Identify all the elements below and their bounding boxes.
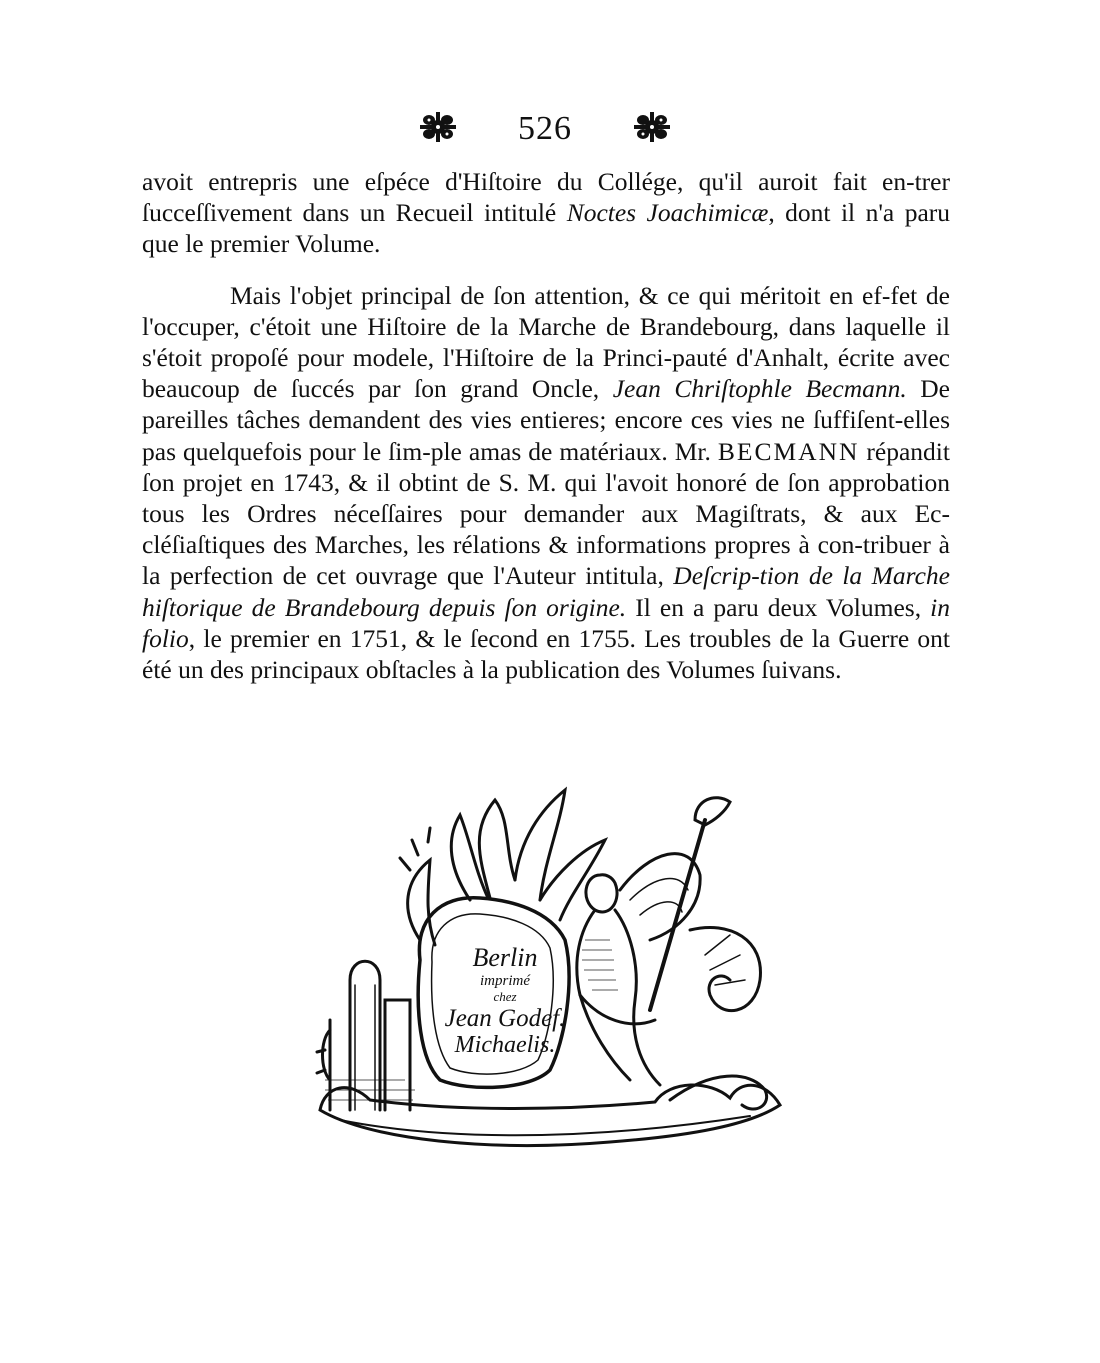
paragraph-2 [142, 280, 950, 686]
printer-vignette [310, 780, 790, 1180]
fleuron-icon [418, 110, 458, 149]
imprint-line: imprimé [480, 973, 530, 989]
p2-smallcaps-name: BECMANN [717, 436, 860, 466]
p2-italic-format: in folio [142, 592, 950, 653]
p2-text-4: Il en a paru deux Volumes, [626, 592, 931, 622]
paragraph-1 [142, 166, 950, 260]
p2-text-5: , le premier en 1751, & le ſecond en 1755. Les troubles de la Guerre ont été un des principaux obſtacles à la publication des Volumes ſuivans. [142, 623, 950, 685]
imprint-line: Michaelis. [454, 1032, 556, 1058]
fleuron-icon [632, 110, 672, 149]
imprint-line: Jean Godef. [444, 1005, 566, 1032]
body-text [142, 166, 950, 685]
p1-italic-title: Noctes Joachimicæ [566, 198, 769, 228]
p2-text-2: De pareilles tâches demandent des vies entieres; encore ces vies ne ſuffiſent-elles pas quelquefois pour le ſim-ple amas de matériaux. Mr. [142, 374, 951, 466]
p2-text-1: Mais l'objet principal de ſon attention, & ce qui méritoit en ef-fet de l'occuper, c'étoit une Hiſtoire de la Marche de Brandebourg, dans laquelle il s'étoit propoſé pour modele, l'Hiſtoire de la Princi-pauté d'Anhalt, écrite avec beaucoup de ſuccés par ſon grand Oncle, [142, 280, 950, 404]
page-number: 526 [518, 110, 572, 147]
p2-text-3: répandit ſon projet en 1743, & il obtint de S. M. qui l'avoit honoré de ſon approbation tous les Ordres néceſſaires pour demander aux Magiſtrats, & aux Ec-cléſiaſtiques des Marches, les rélations & informations propres à con-tribuer à la perfection de cet ouvrage que l'Auteur intitula, [142, 436, 950, 591]
page-header [0, 104, 1100, 156]
imprint-text [435, 945, 575, 1057]
imprint-line: chez [493, 989, 517, 1004]
p2-italic-title: Deſcrip-tion de la Marche hiſtorique de Brandebourg depuis ſon origine. [142, 561, 950, 622]
imprint-line: Berlin [472, 943, 538, 972]
p1-text-2: , dont il n'a paru que le premier Volume. [142, 198, 950, 259]
p2-italic-name: Jean Chriſtophle Becmann. [612, 374, 907, 404]
p1-text-1: avoit entrepris une eſpéce d'Hiſtoire du Collége, qu'il auroit fait en-trer ſucceſſivement dans un Recueil intitulé [142, 167, 950, 228]
